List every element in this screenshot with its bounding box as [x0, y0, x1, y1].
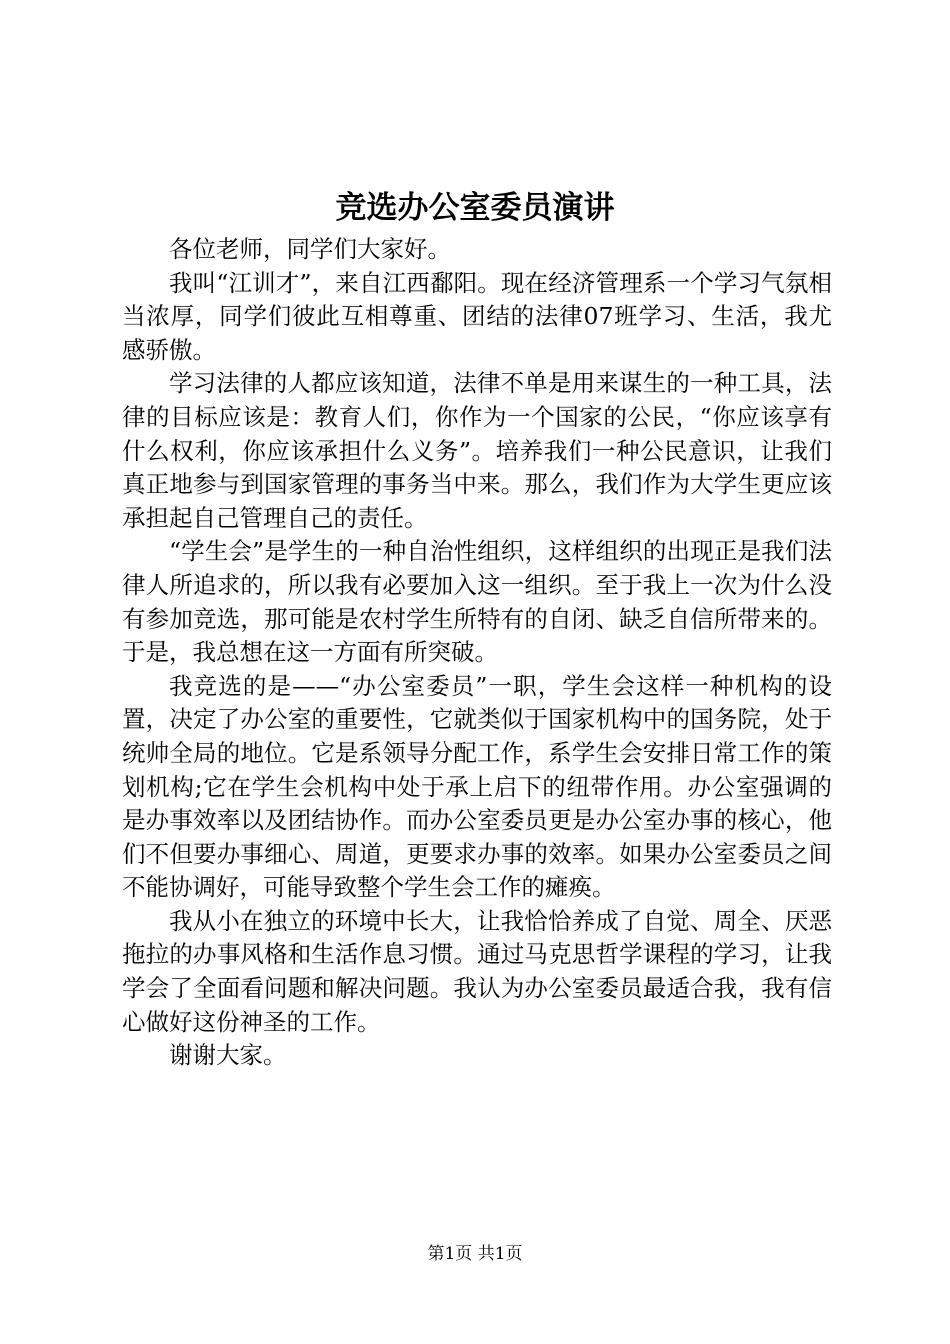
paragraph-introduction: 我叫“江训才”，来自江西鄱阳。现在经济管理系一个学习气氛相当浓厚，同学们彼此互相尊重、团结的法律07班学习、生活，我尤感骄傲。 — [122, 268, 832, 364]
document-title: 竞选办公室委员演讲 — [335, 190, 615, 226]
paragraph-personal-qualities: 我从小在独立的环境中长大，让我恰恰养成了自觉、周全、厌恶拖拉的办事风格和生活作息习惯。通过马克思哲学课程的学习，让我学会了全面看问题和解决问题。我认为办公室委员最适合我，我有信心做好这份神圣的工作。 — [122, 906, 832, 1036]
document-body — [122, 233, 832, 1073]
page-number-footer: 第1页 共1页 — [427, 1244, 523, 1264]
paragraph-law-purpose: 学习法律的人都应该知道，法律不单是用来谋生的一种工具，法律的目标应该是：教育人们，你作为一个国家的公民，“你应该享有什么权利，你应该承担什么义务”。培养我们一种公民意识，让我们真正地参与到国家管理的事务当中来。那么，我们作为大学生更应该承担起自己管理自己的责任。 — [122, 369, 832, 532]
paragraph-greeting: 各位老师，同学们大家好。 — [169, 235, 451, 263]
paragraph-office-role: 我竞选的是——“办公室委员”一职，学生会这样一种机构的设置，决定了办公室的重要性，它就类似于国家机构中的国务院，处于统帅全局的地位。它是系领导分配工作，系学生会安排日常工作的策划机构;它在学生会机构中处于承上启下的纽带作用。办公室强调的是办事效率以及团结协作。而办公室委员更是办公室办事的核心，他们不但要办事细心、周道，更要求办事的效率。如果办公室委员之间不能协调好，可能导致整个学生会工作的瘫痪。 — [122, 671, 832, 902]
paragraph-closing: 谢谢大家。 — [169, 1041, 287, 1070]
paragraph-student-union: “学生会”是学生的一种自治性组织，这样组织的出现正是我们法律人所追求的，所以我有必要加入这一组织。至于我上一次为什么没有参加竞选，那可能是农村学生所特有的自闭、缺乏自信所带来的。于是，我总想在这一方面有所突破。 — [122, 537, 832, 667]
